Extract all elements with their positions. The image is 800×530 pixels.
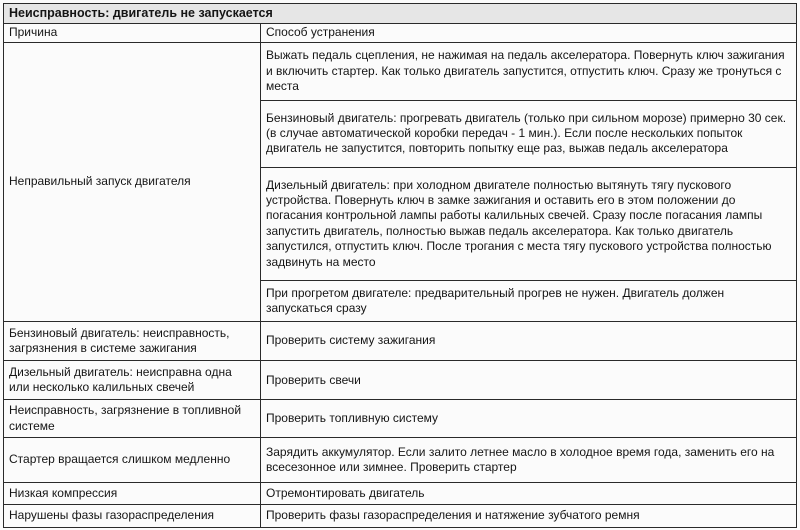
table-row — [4, 361, 797, 400]
remedy-cell: Проверить топливную систему — [261, 400, 797, 438]
remedy-cell: Отремонтировать двигатель — [261, 482, 797, 505]
cause-cell: Стартер вращается слишком медленно — [4, 438, 261, 482]
table-row — [4, 482, 797, 505]
remedy-cell: Бензиновый двигатель: прогревать двигатель (только при сильном морозе) примерно 30 сек. (в случае автоматической коробки передач - 1 мин.). Если после нескольких попыток двигатель не запустится, повторить попытку еще раз, выжав педаль акселератора — [261, 100, 797, 167]
cause-cell: Нарушены фазы газораспределения — [4, 505, 261, 528]
title-row — [4, 4, 797, 24]
cause-column-header: Причина — [4, 23, 261, 43]
cause-cell: Низкая компрессия — [4, 482, 261, 505]
remedy-cell: Дизельный двигатель: при холодном двигателе полностью вытянуть тягу пускового устройства. Повернуть ключ в замке зажигания и оставить его в этом положении до погасания контрольной лампы работы калильных свечей. Сразу после погасания лампы запустить двигатель, полностью выжав педаль акселератора. Как только двигатель запустился, отпустить ключ. После трогания с места тягу пускового устройства полностью задвинуть на место — [261, 167, 797, 280]
cause-cell: Неисправность, загрязнение в топливной системе — [4, 400, 261, 438]
table-row — [4, 322, 797, 361]
troubleshooting-table — [3, 3, 797, 528]
table-row — [4, 400, 797, 438]
cause-cell: Дизельный двигатель: неисправна одна или несколько калильных свечей — [4, 361, 261, 400]
table-row — [4, 505, 797, 528]
remedy-cell: Проверить систему зажигания — [261, 322, 797, 361]
remedy-cell: Проверить свечи — [261, 361, 797, 400]
remedy-cell: При прогретом двигателе: предварительный прогрев не нужен. Двигатель должен запускаться сразу — [261, 280, 797, 321]
remedy-cell: Зарядить аккумулятор. Если залито летнее масло в холодное время года, заменить его на всесезонное или зимнее. Проверить стартер — [261, 438, 797, 482]
table-row — [4, 43, 797, 101]
header-row — [4, 23, 797, 43]
table-title: Неисправность: двигатель не запускается — [4, 4, 797, 24]
table-row — [4, 438, 797, 482]
cause-cell: Неправильный запуск двигателя — [4, 43, 261, 322]
cause-cell: Бензиновый двигатель: неисправность, загрязнения в системе зажигания — [4, 322, 261, 361]
remedy-cell: Выжать педаль сцепления, не нажимая на педаль акселератора. Повернуть ключ зажигания и включить стартер. Как только двигатель запустится, отпустить ключ. Сразу же тронуться с места — [261, 43, 797, 101]
remedy-column-header: Способ устранения — [261, 23, 797, 43]
remedy-cell: Проверить фазы газораспределения и натяжение зубчатого ремня — [261, 505, 797, 528]
